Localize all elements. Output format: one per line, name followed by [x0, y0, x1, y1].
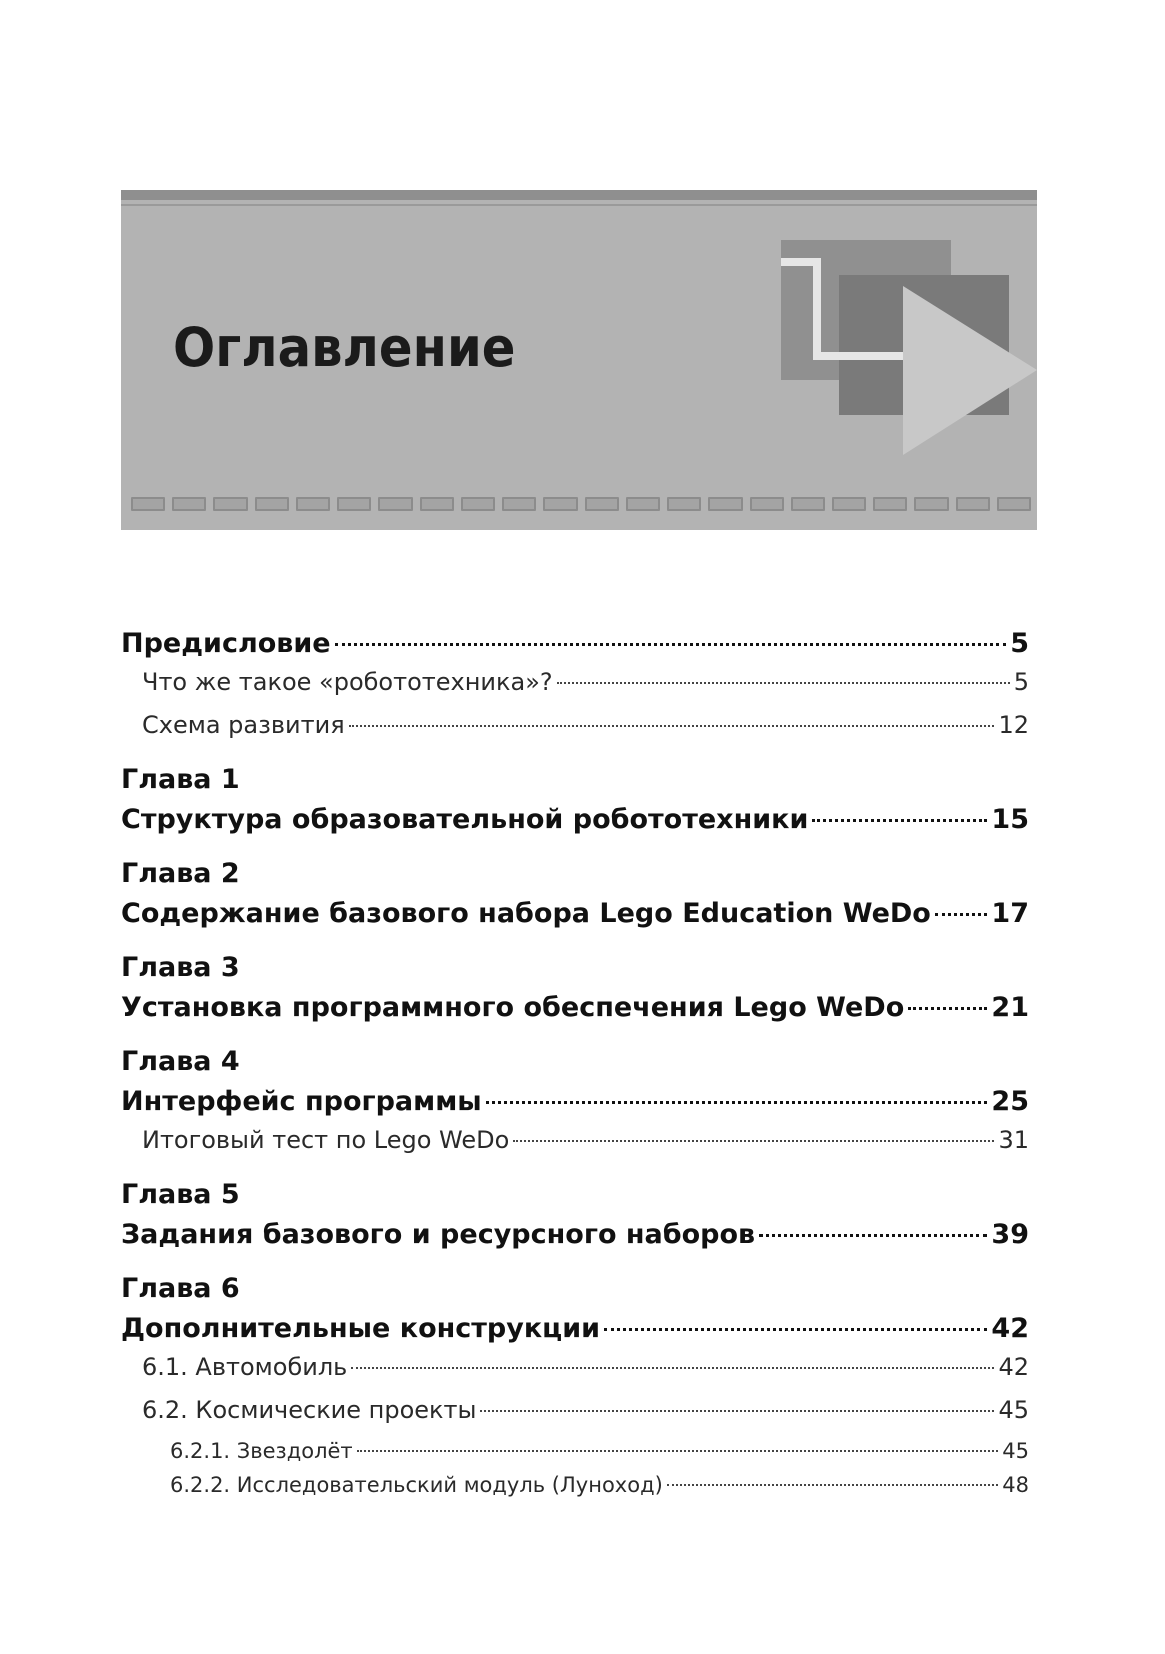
toc-subentry[interactable]: [121, 711, 1029, 754]
dot-leader: [908, 1007, 987, 1010]
toc-entry-title: Интерфейс программы: [121, 1086, 482, 1117]
dot-leader: [667, 1484, 998, 1486]
dot-leader: [335, 643, 1007, 646]
toc-entry-chapter-4[interactable]: [121, 1086, 1029, 1126]
toc-page-number: 5: [1013, 668, 1029, 696]
toc-entry-title: 6.2.1. Звездолёт: [170, 1439, 353, 1463]
chapter-label: Глава 2: [121, 858, 240, 889]
toc-entry-chapter-6[interactable]: [121, 1313, 1029, 1353]
toc-entry-preface[interactable]: [121, 628, 1029, 668]
chapter-label: Глава 6: [121, 1273, 240, 1304]
toc-entry-title: Схема развития: [142, 711, 345, 739]
arrow-decoration-icon: [121, 190, 1037, 530]
page-title: Оглавление: [173, 316, 516, 379]
toc-entry-title: 6.1. Автомобиль: [142, 1353, 348, 1381]
toc-page-number: 12: [998, 711, 1029, 739]
toc-page-number: 42: [991, 1313, 1029, 1344]
toc-entry-title: Что же такое «робототехника»?: [142, 668, 553, 696]
toc-entry-title: Итоговый тест по Lego WeDo: [142, 1126, 510, 1154]
banner-bottom-strip: [131, 497, 1031, 513]
toc-page-number: 48: [1002, 1473, 1029, 1497]
toc-subentry[interactable]: [121, 1126, 1029, 1169]
toc-entry-title: Предисловие: [121, 628, 331, 659]
toc-subsubentry[interactable]: [121, 1439, 1029, 1473]
toc-page-number: 25: [991, 1086, 1029, 1117]
dot-leader: [812, 819, 987, 822]
dot-leader: [486, 1101, 988, 1104]
dot-leader: [349, 725, 995, 727]
toc-page-number: 17: [991, 898, 1029, 929]
toc-page-number: 5: [1010, 628, 1029, 659]
dot-leader: [604, 1328, 987, 1331]
toc-subentry[interactable]: [121, 1396, 1029, 1439]
dot-leader: [513, 1140, 994, 1142]
dot-leader: [557, 682, 1010, 684]
toc-entry-title: Содержание базового набора Lego Education WeDo: [121, 898, 931, 929]
toc-entry-chapter-3[interactable]: [121, 992, 1029, 1032]
toc-entry-title: 6.2.2. Исследовательский модуль (Луноход): [170, 1473, 663, 1497]
toc-page-number: 31: [998, 1126, 1029, 1154]
toc-entry-title: Установка программного обеспечения Lego WeDo: [121, 992, 905, 1023]
toc-subsubentry[interactable]: [121, 1473, 1029, 1507]
dot-leader: [759, 1234, 987, 1237]
table-of-contents: [121, 628, 1029, 1507]
toc-entry-chapter-1[interactable]: [121, 804, 1029, 844]
toc-page-number: 21: [991, 992, 1029, 1023]
dot-leader: [351, 1367, 994, 1369]
toc-subentry[interactable]: [121, 668, 1029, 711]
dot-leader: [935, 913, 988, 916]
toc-subentry[interactable]: [121, 1353, 1029, 1396]
toc-page-number: 15: [991, 804, 1029, 835]
chapter-label: Глава 5: [121, 1179, 240, 1210]
toc-page-number: 45: [998, 1396, 1029, 1424]
dot-leader: [480, 1410, 994, 1412]
toc-page-number: 39: [991, 1219, 1029, 1250]
dot-leader: [357, 1450, 999, 1452]
toc-entry-chapter-2[interactable]: [121, 898, 1029, 938]
toc-entry-title: Задания базового и ресурсного наборов: [121, 1219, 756, 1250]
chapter-label: Глава 4: [121, 1046, 240, 1077]
toc-page-number: 42: [998, 1353, 1029, 1381]
toc-entry-chapter-5[interactable]: [121, 1219, 1029, 1259]
chapter-label: Глава 3: [121, 952, 240, 983]
toc-page-number: 45: [1002, 1439, 1029, 1463]
chapter-label: Глава 1: [121, 764, 240, 795]
header-banner: [121, 190, 1037, 530]
toc-entry-title: 6.2. Космические проекты: [142, 1396, 477, 1424]
toc-entry-title: Структура образовательной робототехники: [121, 804, 809, 835]
toc-entry-title: Дополнительные конструкции: [121, 1313, 601, 1344]
